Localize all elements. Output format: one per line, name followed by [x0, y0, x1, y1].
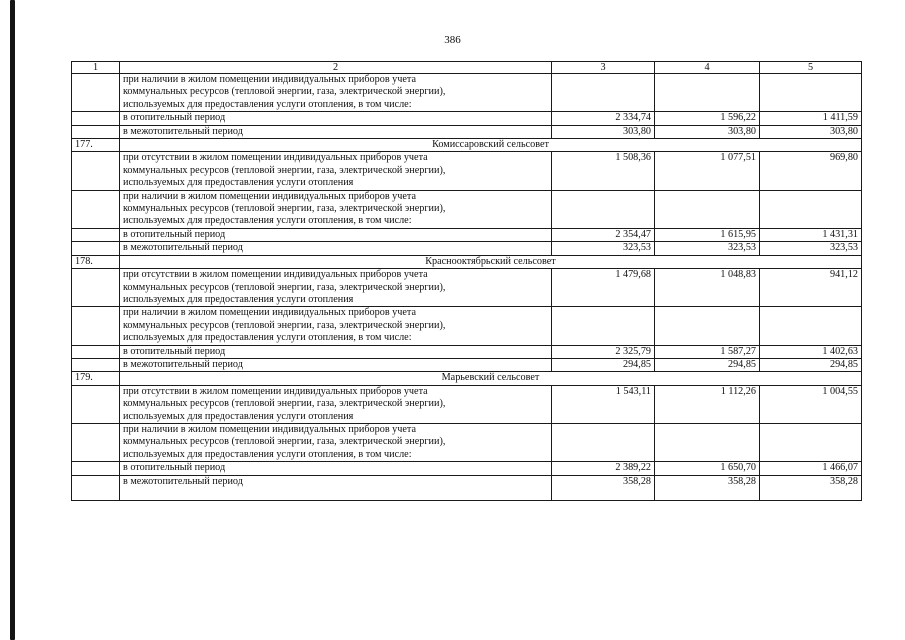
- row-label: в межотопительный период: [120, 358, 552, 371]
- value-cell: [760, 423, 862, 461]
- value-cell: 1 411,59: [760, 112, 862, 125]
- table-row: [72, 190, 862, 228]
- description-cell: [120, 190, 552, 228]
- description-cell: [120, 152, 552, 190]
- description-line: коммунальных ресурсов (тепловой энергии, газа, электрической энергии),: [123, 281, 446, 293]
- value-cell: 1 479,68: [552, 269, 655, 307]
- section-title: Комиссаровский сельсовет: [120, 139, 862, 152]
- description-line: используемых для предоставления услуги отопления, в том числе:: [123, 448, 412, 460]
- column-header-5: 5: [760, 62, 862, 74]
- description-line: при отсутствии в жилом помещении индивидуальных приборов учета: [123, 269, 428, 281]
- description-line: используемых для предоставления услуги отопления: [123, 293, 354, 305]
- value-cell: 294,85: [552, 358, 655, 371]
- row-label: в отопительный период: [120, 112, 552, 125]
- index-cell: [72, 423, 120, 461]
- index-cell: [72, 242, 120, 255]
- table-row: [72, 269, 862, 307]
- value-cell: 1 431,31: [760, 228, 862, 241]
- value-cell: [655, 74, 760, 112]
- description-cell: [120, 74, 552, 112]
- value-cell: 1 650,70: [655, 462, 760, 475]
- description-cell: [120, 307, 552, 345]
- value-cell: 358,28: [655, 475, 760, 500]
- row-label: в межотопительный период: [120, 475, 552, 500]
- table-row: [72, 345, 862, 358]
- description-line: коммунальных ресурсов (тепловой энергии, газа, электрической энергии),: [123, 398, 446, 410]
- description-cell: [120, 269, 552, 307]
- value-cell: 303,80: [760, 125, 862, 138]
- value-cell: 1 466,07: [760, 462, 862, 475]
- description-line: при наличии в жилом помещении индивидуальных приборов учета: [123, 190, 417, 202]
- description-line: при наличии в жилом помещении индивидуальных приборов учета: [123, 307, 417, 319]
- section-header-row: [72, 139, 862, 152]
- value-cell: 323,53: [655, 242, 760, 255]
- description-line: при наличии в жилом помещении индивидуальных приборов учета: [123, 74, 417, 85]
- table-row: [72, 125, 862, 138]
- value-cell: 1 543,11: [552, 385, 655, 423]
- value-cell: 294,85: [760, 358, 862, 371]
- table-row: [72, 423, 862, 461]
- table-row: [72, 358, 862, 371]
- table-row: [72, 152, 862, 190]
- value-cell: 2 354,47: [552, 228, 655, 241]
- value-cell: 941,12: [760, 269, 862, 307]
- section-index: 179.: [72, 372, 120, 385]
- table-row: [72, 307, 862, 345]
- value-cell: [760, 74, 862, 112]
- row-label: в отопительный период: [120, 462, 552, 475]
- value-cell: [760, 307, 862, 345]
- index-cell: [72, 475, 120, 500]
- table-row: [72, 242, 862, 255]
- index-cell: [72, 385, 120, 423]
- column-header-2: 2: [120, 62, 552, 74]
- value-cell: 2 325,79: [552, 345, 655, 358]
- value-cell: [655, 190, 760, 228]
- value-cell: 323,53: [760, 242, 862, 255]
- description-line: при отсутствии в жилом помещении индивидуальных приборов учета: [123, 385, 428, 397]
- index-cell: [72, 228, 120, 241]
- column-header-4: 4: [655, 62, 760, 74]
- index-cell: [72, 307, 120, 345]
- value-cell: [655, 423, 760, 461]
- section-title: Марьевский сельсовет: [120, 372, 862, 385]
- section-title: Краснооктябрьский сельсовет: [120, 255, 862, 268]
- description-line: коммунальных ресурсов (тепловой энергии, газа, электрической энергии),: [123, 203, 446, 215]
- description-line: используемых для предоставления услуги отопления: [123, 177, 354, 189]
- description-line: коммунальных ресурсов (тепловой энергии, газа, электрической энергии),: [123, 319, 446, 331]
- page-number: 386: [444, 34, 461, 46]
- description-line: используемых для предоставления услуги отопления, в том числе:: [123, 215, 412, 227]
- value-cell: 1 112,26: [655, 385, 760, 423]
- value-cell: 303,80: [552, 125, 655, 138]
- table-row: [72, 475, 862, 500]
- section-header-row: [72, 372, 862, 385]
- row-label: в межотопительный период: [120, 125, 552, 138]
- value-cell: 2 389,22: [552, 462, 655, 475]
- column-header-1: 1: [72, 62, 120, 74]
- description-line: при отсутствии в жилом помещении индивидуальных приборов учета: [123, 152, 428, 164]
- value-cell: 969,80: [760, 152, 862, 190]
- value-cell: 1 596,22: [655, 112, 760, 125]
- value-cell: 1 615,95: [655, 228, 760, 241]
- value-cell: 1 048,83: [655, 269, 760, 307]
- index-cell: [72, 462, 120, 475]
- description-line: используемых для предоставления услуги отопления, в том числе:: [123, 98, 412, 110]
- description-line: при наличии в жилом помещении индивидуальных приборов учета: [123, 423, 417, 435]
- description-line: коммунальных ресурсов (тепловой энергии, газа, электрической энергии),: [123, 164, 446, 176]
- value-cell: 1 077,51: [655, 152, 760, 190]
- value-cell: 1 587,27: [655, 345, 760, 358]
- index-cell: [72, 152, 120, 190]
- table-row: [72, 228, 862, 241]
- value-cell: [552, 74, 655, 112]
- description-line: используемых для предоставления услуги отопления, в том числе:: [123, 332, 412, 344]
- row-label: в отопительный период: [120, 228, 552, 241]
- value-cell: [655, 307, 760, 345]
- index-cell: [72, 112, 120, 125]
- value-cell: 1 402,63: [760, 345, 862, 358]
- index-cell: [72, 125, 120, 138]
- value-cell: 358,28: [760, 475, 862, 500]
- row-label: в отопительный период: [120, 345, 552, 358]
- index-cell: [72, 345, 120, 358]
- row-label: в межотопительный период: [120, 242, 552, 255]
- description-cell: [120, 423, 552, 461]
- value-cell: 358,28: [552, 475, 655, 500]
- description-line: используемых для предоставления услуги отопления: [123, 410, 354, 422]
- index-cell: [72, 269, 120, 307]
- table-row: [72, 74, 862, 112]
- value-cell: 2 334,74: [552, 112, 655, 125]
- value-cell: 1 004,55: [760, 385, 862, 423]
- description-line: коммунальных ресурсов (тепловой энергии, газа, электрической энергии),: [123, 436, 446, 448]
- header-row: [72, 62, 862, 74]
- value-cell: 303,80: [655, 125, 760, 138]
- value-cell: 294,85: [655, 358, 760, 371]
- table-row: [72, 385, 862, 423]
- value-cell: 1 508,36: [552, 152, 655, 190]
- tariff-table: [71, 61, 862, 501]
- value-cell: [552, 307, 655, 345]
- value-cell: [552, 190, 655, 228]
- section-header-row: [72, 255, 862, 268]
- table-row: [72, 112, 862, 125]
- description-cell: [120, 385, 552, 423]
- value-cell: [760, 190, 862, 228]
- value-cell: [552, 423, 655, 461]
- description-line: коммунальных ресурсов (тепловой энергии, газа, электрической энергии),: [123, 86, 446, 98]
- index-cell: [72, 74, 120, 112]
- index-cell: [72, 358, 120, 371]
- section-index: 178.: [72, 255, 120, 268]
- section-index: 177.: [72, 139, 120, 152]
- table-row: [72, 462, 862, 475]
- column-header-3: 3: [552, 62, 655, 74]
- value-cell: 323,53: [552, 242, 655, 255]
- index-cell: [72, 190, 120, 228]
- binding-edge: [10, 0, 15, 640]
